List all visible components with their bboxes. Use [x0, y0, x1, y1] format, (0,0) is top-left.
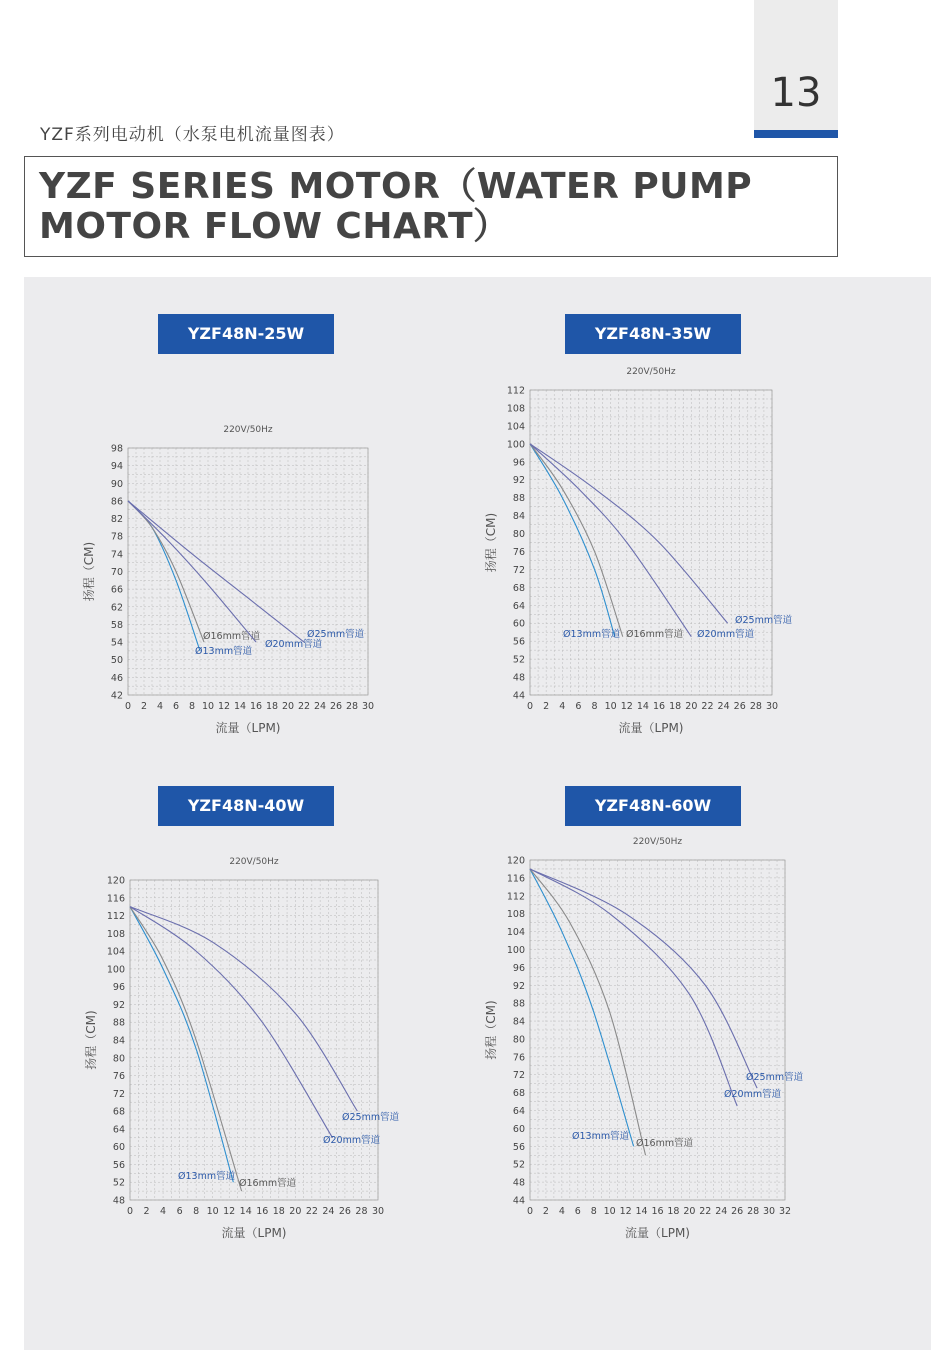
x-tick-label: 4 [160, 1206, 167, 1217]
x-tick-label: 22 [701, 701, 714, 712]
y-tick-label: 88 [112, 1017, 125, 1029]
y-tick-label: 88 [512, 493, 525, 505]
series-label: Ø16mm管道 [636, 1138, 694, 1149]
page-number: 13 [770, 70, 822, 116]
y-tick-label: 104 [106, 946, 125, 958]
x-tick-label: 26 [731, 1206, 744, 1217]
chart-grid [128, 448, 368, 695]
series-label: Ø16mm管道 [626, 629, 684, 640]
x-tick-label: 4 [559, 701, 566, 712]
y-tick-label: 80 [512, 529, 525, 541]
y-tick-label: 64 [512, 1106, 525, 1118]
y-tick-label: 104 [506, 421, 525, 433]
x-tick-label: 20 [685, 701, 698, 712]
y-tick-label: 52 [512, 1159, 525, 1171]
y-tick-label: 64 [512, 600, 525, 612]
y-tick-label: 54 [110, 637, 123, 649]
x-tick-label: 24 [717, 701, 730, 712]
chart-subtitle: 220V/50Hz [229, 857, 279, 867]
x-tick-label: 18 [265, 701, 279, 712]
y-tick-label: 98 [110, 443, 123, 455]
series-label: Ø20mm管道 [697, 629, 755, 640]
x-tick-label: 12 [619, 1206, 632, 1217]
y-tick-label: 120 [506, 855, 525, 867]
y-tick-label: 58 [110, 619, 123, 631]
y-tick-label: 96 [512, 457, 525, 469]
y-tick-label: 84 [512, 1016, 525, 1028]
x-tick-label: 2 [542, 1206, 549, 1217]
y-tick-label: 100 [506, 944, 525, 956]
x-tick-label: 10 [201, 701, 215, 712]
y-axis-label: 扬程（CM) [84, 1010, 98, 1070]
y-tick-label: 108 [506, 403, 525, 415]
x-tick-label: 14 [636, 701, 649, 712]
y-axis-label: 扬程（CM) [82, 541, 96, 602]
x-tick-label: 6 [176, 1206, 183, 1217]
chart-subtitle: 220V/50Hz [626, 367, 676, 377]
y-tick-label: 44 [512, 1195, 525, 1207]
x-axis-label: 流量（LPM) [618, 721, 684, 735]
y-tick-label: 112 [506, 891, 525, 903]
series-label: Ø16mm管道 [239, 1178, 297, 1189]
x-tick-label: 24 [313, 701, 327, 712]
chart-1 [483, 367, 793, 735]
y-tick-label: 100 [106, 964, 125, 976]
x-tick-label: 4 [558, 1206, 565, 1217]
y-tick-label: 96 [112, 982, 125, 994]
y-tick-label: 90 [110, 478, 123, 490]
x-tick-label: 2 [140, 701, 148, 712]
x-tick-label: 24 [715, 1206, 728, 1217]
y-tick-label: 80 [112, 1053, 125, 1065]
y-tick-label: 68 [112, 1106, 125, 1118]
y-tick-label: 116 [506, 873, 525, 885]
x-tick-label: 28 [345, 701, 359, 712]
y-tick-label: 120 [106, 875, 125, 887]
chart-grid [130, 880, 378, 1200]
x-tick-label: 6 [575, 701, 582, 712]
y-tick-label: 92 [512, 475, 525, 487]
x-tick-label: 32 [778, 1206, 792, 1217]
y-tick-label: 100 [506, 439, 525, 451]
y-tick-label: 48 [112, 1195, 125, 1207]
x-tick-label: 22 [297, 701, 311, 712]
model-label-60w: YZF48N-60W [565, 786, 741, 826]
series-label: Ø25mm管道 [307, 629, 365, 640]
chart-grid [530, 860, 785, 1200]
series-label: Ø20mm管道 [323, 1135, 381, 1146]
x-tick-label: 26 [733, 701, 746, 712]
series-line [128, 501, 200, 651]
series-label: Ø13mm管道 [195, 646, 253, 657]
y-tick-label: 66 [110, 584, 123, 596]
y-tick-label: 78 [110, 531, 123, 543]
x-axis-label: 流量（LPM) [215, 721, 281, 735]
x-tick-label: 20 [281, 701, 295, 712]
x-tick-label: 0 [526, 701, 534, 712]
x-tick-label: 30 [763, 1206, 776, 1217]
x-tick-label: 12 [620, 701, 633, 712]
series-label: Ø25mm管道 [735, 615, 793, 626]
y-tick-label: 76 [112, 1071, 125, 1083]
y-tick-label: 84 [112, 1035, 125, 1047]
x-tick-label: 20 [289, 1206, 302, 1217]
y-tick-label: 72 [512, 1070, 525, 1082]
x-tick-label: 28 [749, 701, 762, 712]
y-tick-label: 46 [110, 672, 123, 684]
y-tick-label: 88 [512, 998, 525, 1010]
model-label-40w: YZF48N-40W [158, 786, 334, 826]
y-tick-label: 60 [512, 618, 525, 630]
y-tick-label: 68 [512, 582, 525, 594]
x-tick-label: 16 [249, 701, 263, 712]
y-tick-label: 84 [512, 511, 525, 523]
x-tick-label: 22 [699, 1206, 712, 1217]
x-tick-label: 14 [635, 1206, 648, 1217]
model-label-25w: YZF48N-25W [158, 314, 334, 354]
y-tick-label: 56 [512, 1141, 525, 1153]
x-tick-label: 20 [683, 1206, 696, 1217]
y-tick-label: 116 [106, 893, 125, 905]
y-tick-label: 52 [112, 1177, 125, 1189]
y-tick-label: 92 [112, 999, 125, 1011]
x-tick-label: 30 [765, 701, 779, 712]
x-tick-label: 10 [603, 1206, 616, 1217]
y-tick-label: 48 [512, 672, 525, 684]
x-tick-label: 16 [256, 1206, 269, 1217]
x-tick-label: 8 [188, 701, 196, 712]
series-label: Ø20mm管道 [265, 639, 323, 650]
x-tick-label: 18 [669, 701, 682, 712]
y-tick-label: 56 [112, 1159, 125, 1171]
y-tick-label: 56 [512, 636, 525, 648]
x-tick-label: 6 [172, 701, 180, 712]
x-tick-label: 28 [355, 1206, 368, 1217]
x-tick-label: 14 [239, 1206, 252, 1217]
x-tick-label: 6 [574, 1206, 581, 1217]
x-tick-label: 30 [361, 701, 375, 712]
x-tick-label: 0 [126, 1206, 134, 1217]
x-tick-label: 4 [156, 701, 164, 712]
y-tick-label: 42 [110, 690, 123, 702]
y-axis-label: 扬程（CM) [484, 512, 498, 573]
series-label: Ø13mm管道 [572, 1131, 630, 1142]
x-tick-label: 30 [371, 1206, 385, 1217]
chart-grid [530, 390, 772, 695]
series-label: Ø20mm管道 [724, 1089, 782, 1100]
y-tick-label: 62 [110, 602, 123, 614]
series-label: Ø13mm管道 [563, 629, 621, 640]
x-tick-label: 16 [651, 1206, 664, 1217]
chart-0 [81, 425, 374, 735]
y-tick-label: 64 [112, 1124, 125, 1136]
series-label: Ø25mm管道 [342, 1112, 400, 1123]
series-line [530, 444, 623, 637]
y-tick-label: 52 [512, 654, 525, 666]
x-tick-label: 2 [143, 1206, 150, 1217]
x-tick-label: 22 [305, 1206, 318, 1217]
x-tick-label: 14 [233, 701, 247, 712]
series-label: Ø16mm管道 [203, 631, 261, 642]
y-tick-label: 76 [512, 1052, 525, 1064]
y-tick-label: 70 [110, 567, 123, 578]
y-tick-label: 92 [512, 980, 525, 992]
x-tick-label: 8 [193, 1206, 200, 1217]
series-line [530, 869, 757, 1088]
y-tick-label: 96 [512, 962, 525, 974]
y-tick-label: 94 [110, 461, 123, 473]
y-tick-label: 80 [512, 1034, 525, 1046]
series-line [130, 907, 233, 1183]
chart-subtitle: 220V/50Hz [632, 837, 683, 847]
x-tick-label: 10 [206, 1206, 219, 1217]
series-label: Ø13mm管道 [178, 1171, 236, 1182]
x-axis-label: 流量（LPM) [625, 1226, 690, 1240]
y-tick-label: 72 [512, 564, 525, 576]
y-tick-label: 104 [506, 927, 525, 939]
x-tick-label: 8 [591, 701, 598, 712]
english-title: YZF SERIES MOTOR（WATER PUMP MOTOR FLOW CHART） [39, 166, 753, 247]
series-label: Ø25mm管道 [746, 1072, 804, 1083]
x-tick-label: 18 [272, 1206, 285, 1217]
y-tick-label: 74 [110, 549, 123, 561]
y-tick-label: 86 [110, 496, 123, 508]
y-tick-label: 108 [506, 909, 525, 921]
chinese-title: YZF系列电动机（水泵电机流量图表） [40, 125, 345, 145]
series-line [530, 869, 634, 1146]
chart-2 [83, 857, 400, 1240]
x-tick-label: 10 [604, 701, 617, 712]
y-tick-label: 72 [112, 1088, 125, 1100]
y-tick-label: 112 [506, 385, 525, 397]
x-tick-label: 24 [322, 1206, 335, 1217]
chart-3 [483, 837, 804, 1240]
x-tick-label: 0 [526, 1206, 534, 1217]
y-tick-label: 112 [106, 911, 125, 923]
y-tick-label: 76 [512, 546, 525, 558]
y-tick-label: 108 [106, 928, 125, 940]
y-axis-label: 扬程（CM) [484, 1000, 498, 1060]
y-tick-label: 50 [110, 655, 123, 667]
x-tick-label: 12 [217, 701, 231, 712]
y-tick-label: 68 [512, 1088, 525, 1100]
x-tick-label: 8 [590, 1206, 597, 1217]
x-tick-label: 12 [223, 1206, 236, 1217]
x-tick-label: 0 [124, 701, 132, 712]
x-tick-label: 28 [747, 1206, 760, 1217]
x-tick-label: 18 [667, 1206, 680, 1217]
y-tick-label: 44 [512, 690, 525, 702]
x-tick-label: 26 [338, 1206, 351, 1217]
y-tick-label: 60 [112, 1142, 125, 1154]
x-tick-label: 16 [653, 701, 666, 712]
chart-subtitle: 220V/50Hz [223, 425, 273, 435]
series-line [130, 907, 357, 1111]
x-axis-label: 流量（LPM) [221, 1226, 287, 1240]
model-label-35w: YZF48N-35W [565, 314, 741, 354]
y-tick-label: 48 [512, 1177, 525, 1189]
x-tick-label: 26 [329, 701, 343, 712]
y-tick-label: 82 [110, 514, 123, 526]
x-tick-label: 2 [543, 701, 550, 712]
y-tick-label: 60 [512, 1123, 525, 1135]
